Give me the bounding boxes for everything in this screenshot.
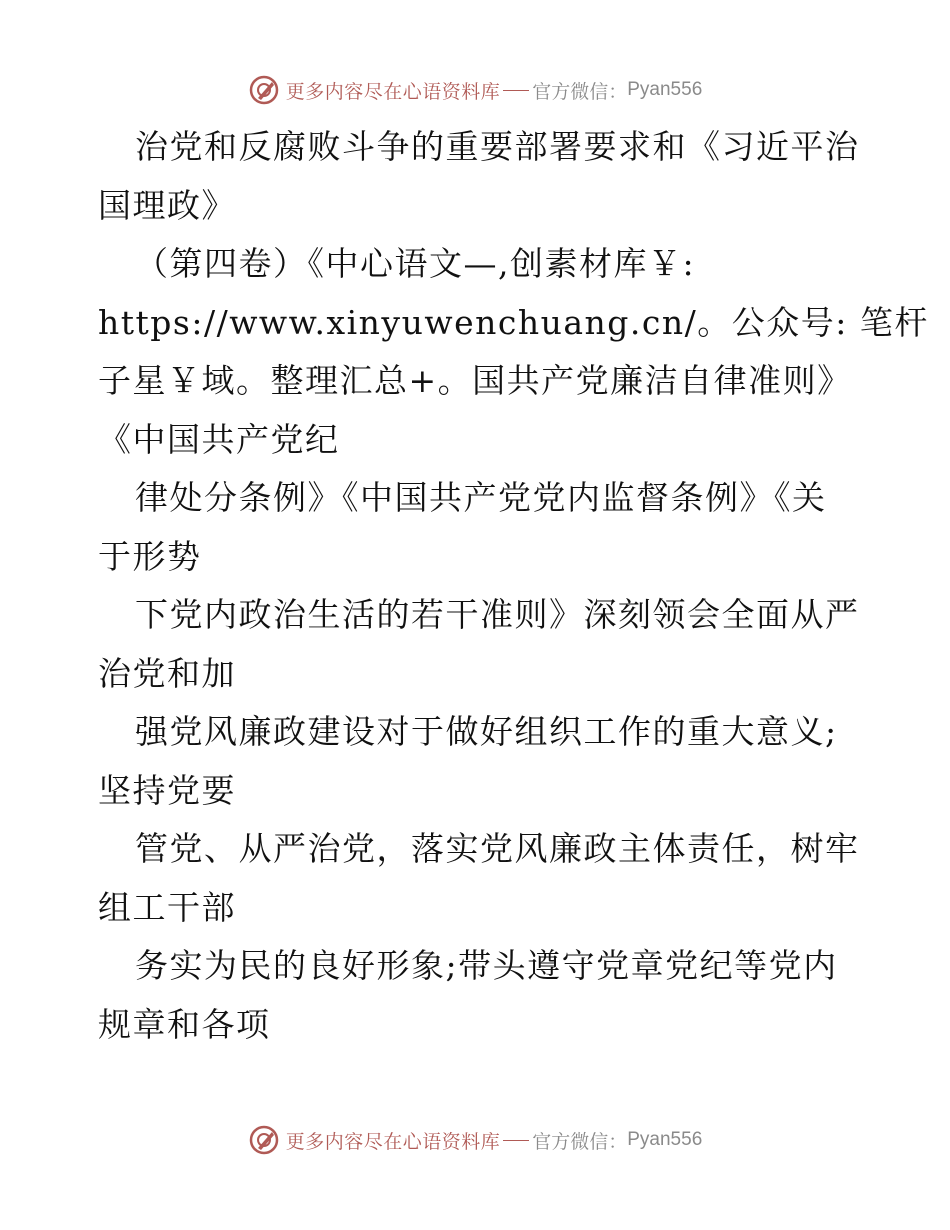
body-line: （第四卷）《中心语文—,创素材库￥: xyxy=(135,244,696,283)
watermark-dash xyxy=(503,1140,529,1141)
brand-logo-icon xyxy=(248,74,280,106)
body-line: https://www.xinyuwenchuang.cn/。公众号: 笔杆 xyxy=(98,302,929,342)
watermark-brand: 更多内容尽在心语资料库 xyxy=(285,80,501,103)
watermark-account: Pyan556 xyxy=(627,79,703,100)
body-line: 于形势 xyxy=(98,536,202,576)
watermark-label: 官方微信： xyxy=(532,1130,628,1153)
body-line: 治党和加 xyxy=(98,653,236,693)
watermark-dash xyxy=(503,90,529,91)
watermark-label: 官方微信： xyxy=(532,80,628,103)
watermark-footer xyxy=(0,1120,950,1160)
watermark-account: Pyan556 xyxy=(627,1129,703,1150)
brand-logo-icon xyxy=(248,1124,280,1156)
body-line: 治党和反腐败斗争的重要部署要求和《习近平治 xyxy=(135,127,860,166)
body-line: 国理政》 xyxy=(98,185,236,225)
body-line: 《中国共产党纪 xyxy=(98,419,340,459)
body-line: 务实为民的良好形象;带头遵守党章党纪等党内 xyxy=(135,946,838,985)
body-line: 下党内政治生活的若干准则》深刻领会全面从严 xyxy=(135,595,860,634)
body-line: 坚持党要 xyxy=(98,770,236,810)
body-line: 律处分条例》《中国共产党党内监督条例》《关 xyxy=(135,478,827,517)
body-line: 管党、从严治党，落实党风廉政主体责任，树牢 xyxy=(135,829,860,868)
document-body xyxy=(98,118,929,1054)
body-line: 规章和各项 xyxy=(98,1004,271,1044)
body-line: 强党风廉政建设对于做好组织工作的重大意义; xyxy=(135,712,838,751)
watermark-brand: 更多内容尽在心语资料库 xyxy=(285,1130,501,1153)
body-line: 组工干部 xyxy=(98,887,236,927)
body-line: 子星￥域。整理汇总+。国共产党廉洁自律准则》 xyxy=(98,361,852,400)
watermark-header xyxy=(0,70,950,110)
